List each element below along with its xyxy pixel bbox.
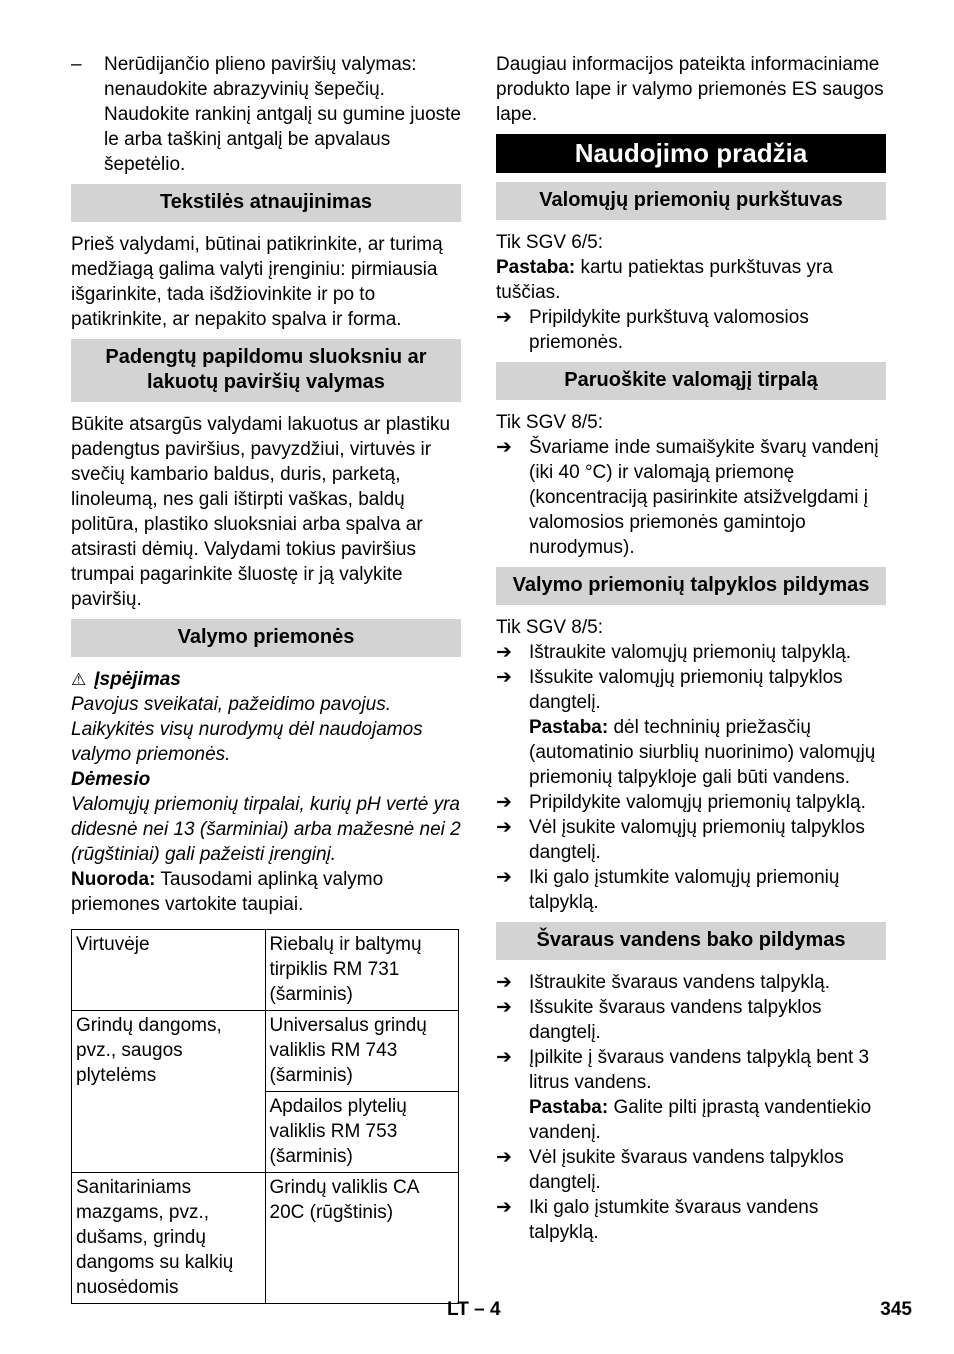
cleaning-agents-table [71, 929, 459, 1304]
table-cell-area: Virtuvėje [72, 930, 266, 1011]
arrow-right-icon: ➔ [496, 437, 512, 458]
step-text: Iki galo įstumkite švaraus vandens talpyklą. [529, 1197, 819, 1243]
left-column [71, 52, 461, 1304]
step-item [496, 970, 886, 995]
table-cell-area: Grindų dangoms, pvz., saugos plytelėms [72, 1011, 266, 1173]
section-heading-sprayer: Valomųjų priemonių purkštuvas [496, 182, 886, 220]
table-cell-area: Sanitariniams mazgams, pvz., dušams, grindų dangoms su kalkių nuosėdomis [72, 1173, 266, 1304]
footer-language-page-number: – 4 [474, 1299, 501, 1320]
step-item [496, 1195, 886, 1245]
step-text: Ištraukite valomųjų priemonių talpyklą. [529, 642, 852, 663]
note-label: Pastaba: [496, 257, 576, 278]
model-restriction: Tik SGV 8/5: [496, 617, 603, 638]
note-paragraph [496, 255, 886, 305]
step-item [496, 1145, 886, 1195]
arrow-right-icon: ➔ [496, 307, 512, 328]
footer-page-number: 345 [880, 1299, 912, 1320]
warning-title: Įspėjimas [94, 669, 181, 690]
step-text: Vėl įsukite švaraus vandens talpyklos dangtelį. [529, 1147, 844, 1193]
hint-paragraph [71, 867, 461, 917]
arrow-right-icon: ➔ [496, 997, 512, 1018]
footer-language: LT [447, 1299, 469, 1320]
step-text: Išsukite švaraus vandens talpyklos dangtelį. [529, 997, 822, 1043]
step-text: Vėl įsukite valomųjų priemonių talpyklos dangtelį. [529, 817, 865, 863]
section-heading-tank: Valymo priemonių talpyklos pildymas [496, 567, 886, 605]
step-item [496, 995, 886, 1045]
step-item [496, 305, 886, 355]
section-heading-agents: Valymo priemonės [71, 619, 461, 657]
step-item [496, 640, 886, 665]
warning-triangle-icon: ⚠ [71, 670, 87, 689]
step-text: Įpilkite į švaraus vandens talpyklą bent 3 litrus vandens. [529, 1047, 870, 1093]
step-item [496, 815, 886, 865]
step-item [496, 1045, 886, 1095]
arrow-right-icon: ➔ [496, 667, 512, 688]
step-item [496, 865, 886, 915]
step-text: Pripildykite purkštuvą valomosios priemonės. [529, 307, 809, 353]
arrow-right-icon: ➔ [496, 817, 512, 838]
model-restriction: Tik SGV 6/5: [496, 232, 603, 253]
step-item [496, 790, 886, 815]
note-label: Pastaba: [529, 1097, 609, 1118]
arrow-right-icon: ➔ [496, 1197, 512, 1218]
table-cell-agent: Universalus grindų valiklis RM 743 (šarminis) [265, 1011, 459, 1092]
note-text: dėl techninių priežasčių (automatinio siurblių nuorinimo) valomųjų priemonių talpykloje gali būti vandens. [529, 717, 876, 788]
arrow-right-icon: ➔ [496, 972, 512, 993]
step-text: Iki galo įstumkite valomųjų priemonių talpyklą. [529, 867, 840, 913]
caution-title: Dėmesio [71, 769, 151, 790]
arrow-right-icon: ➔ [496, 792, 512, 813]
note-label: Pastaba: [529, 717, 609, 738]
footer-language-page [447, 1297, 501, 1322]
main-section-heading: Naudojimo pradžia [496, 134, 886, 173]
right-column [496, 52, 886, 1245]
table-row [72, 930, 459, 1011]
section-heading-water: Švaraus vandens bako pildymas [496, 922, 886, 960]
step-text: Švariame inde sumaišykite švarų vandenį (iki 40 °C) ir valomąją priemonę (koncentraciją pasirinkite atsižvelgdami į valomosios priemonės gamintojo nurodymus). [529, 437, 879, 558]
arrow-right-icon: ➔ [496, 642, 512, 663]
note-paragraph [496, 715, 886, 790]
step-text: Išsukite valomųjų priemonių talpyklos dangtelį. [529, 667, 843, 713]
step-item [496, 435, 886, 560]
step-item [496, 665, 886, 715]
dash-marker: – [71, 54, 82, 75]
arrow-right-icon: ➔ [496, 1047, 512, 1068]
hint-text: Tausodami aplinką valymo priemones vartokite taupiai. [71, 869, 384, 915]
model-restriction: Tik SGV 8/5: [496, 412, 603, 433]
list-item [71, 52, 461, 177]
section-heading-solution: Paruoškite valomąjį tirpalą [496, 362, 886, 400]
textile-paragraph: Prieš valydami, būtinai patikrinkite, ar turimą medžiagą galima valyti įrenginiu: pirmiausia išgarinkite, tada išdžiovinkite ir po to patikrinkite, ar nepakito spalva ir forma. [71, 234, 443, 330]
table-cell-agent: Riebalų ir baltymų tirpiklis RM 731 (šarminis) [265, 930, 459, 1011]
table-cell-agent: Apdailos plytelių valiklis RM 753 (šarminis) [265, 1092, 459, 1173]
table-row [72, 1173, 459, 1304]
arrow-right-icon: ➔ [496, 867, 512, 888]
note-text: kartu patiektas purkštuvas yra tuščias. [496, 257, 833, 303]
table-row [72, 1011, 459, 1092]
hint-label: Nuoroda: [71, 869, 156, 890]
section-heading-textile: Tekstilės atnaujinimas [71, 184, 461, 222]
coated-paragraph: Būkite atsargūs valydami lakuotus ar plastiku padengtus paviršius, pavyzdžiui, virtuvės ir svečių kambario baldus, duris, parketą, linoleumą, nes gali ištirpti vaškas, baldų politūra, plastiko sluoksniai arba spalva ar atsirasti dėmių. Valydami tokius paviršius trumpai pagarinkite šluostę ir ją valykite paviršių. [71, 414, 451, 610]
warning-text: Pavojus sveikatai, pažeidimo pavojus. Laikykitės visų nurodymų dėl naudojamos valymo priemonės. [71, 694, 423, 765]
note-text: Galite pilti įprastą vandentiekio vandenį. [529, 1097, 872, 1143]
step-text: Ištraukite švaraus vandens talpyklą. [529, 972, 830, 993]
warning-title-line [71, 667, 461, 692]
table-cell-agent: Grindų valiklis CA 20C (rūgštinis) [265, 1173, 459, 1304]
info-paragraph: Daugiau informacijos pateikta informaciniame produkto lape ir valymo priemonės ES saugos lape. [496, 54, 884, 125]
arrow-right-icon: ➔ [496, 1147, 512, 1168]
caution-text: Valomųjų priemonių tirpalai, kurių pH vertė yra didesnė nei 13 (šarminiai) arba mažesnė nei 2 (rūgštiniai) gali pažeisti įrenginį. [71, 794, 461, 865]
list-item-text: Nerūdijančio plieno paviršių valymas: nenaudokite abrazyvinių šepečių. Naudokite rankinį antgalį su gumine juoste le arba taškinį antgalį be apvalaus šepetėlio. [104, 54, 461, 175]
note-paragraph [496, 1095, 886, 1145]
step-text: Pripildykite valomųjų priemonių talpyklą. [529, 792, 866, 813]
section-heading-coated: Padengtų papildomu sluoksniu ar lakuotų paviršių valymas [71, 339, 461, 402]
